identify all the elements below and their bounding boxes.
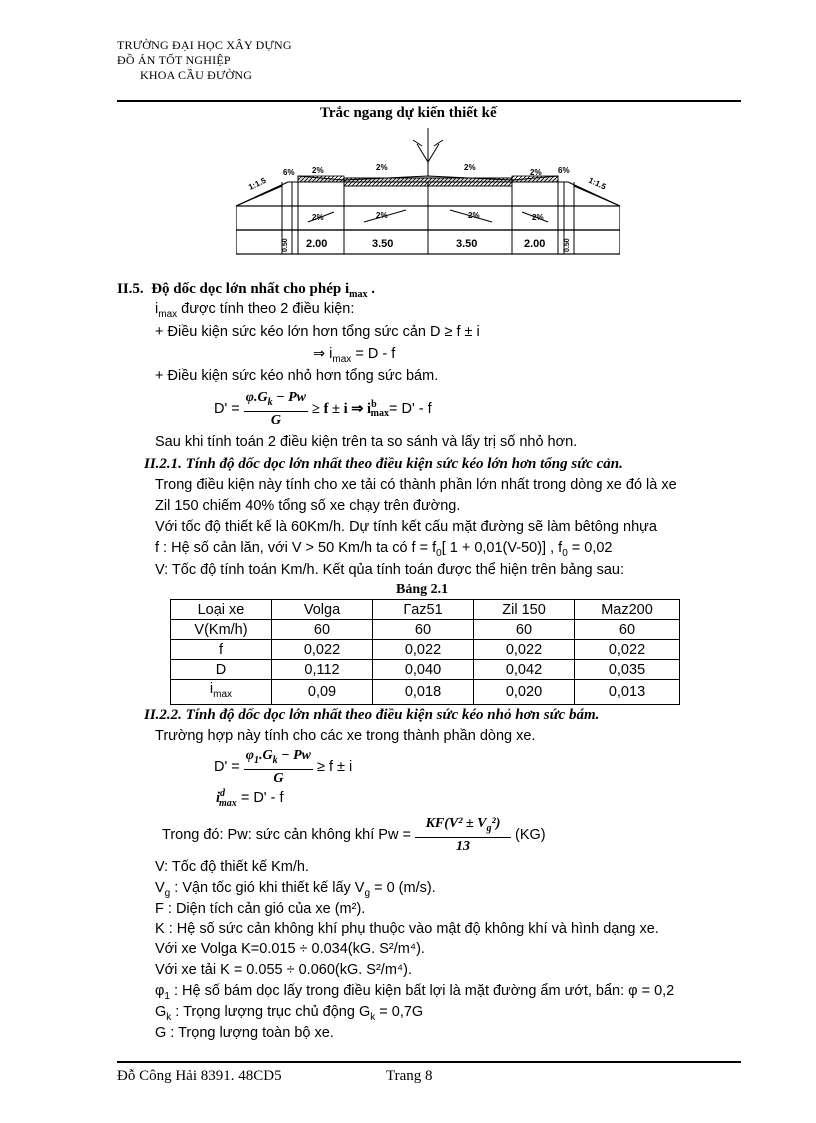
svg-text:6%: 6% (558, 166, 570, 175)
table-cell: 60 (474, 620, 575, 640)
ii22-v4: K : Hệ số sức cản không khí phụ thuộc vào mật độ không khí và hình dạng xe. (155, 921, 659, 937)
footer-rule (117, 1061, 741, 1063)
svg-text:2.00: 2.00 (524, 238, 546, 250)
ii22-v3: F : Diện tích cản gió của xe (m²). (155, 901, 366, 917)
svg-text:2%: 2% (464, 163, 476, 172)
formula-dprime-2: D' = $\frac{\varphi_1.G_k - Pw}{G}$ ≥ f ± i (214, 748, 353, 786)
svg-text:2.00: 2.00 (306, 238, 328, 250)
ii5-line2: + Điều kiện sức kéo lớn hơn tổng sức cản D ≥ f ± i (155, 324, 480, 340)
svg-text:3.50: 3.50 (372, 238, 394, 250)
table-caption: Bảng 2.1 (396, 582, 449, 597)
svg-text:2%: 2% (376, 163, 388, 172)
table-cell: 0,112 (272, 660, 373, 680)
ii22-v1: V: Tốc độ thiết kế Km/h. (155, 859, 309, 875)
ii5-line3: ⇒ $i_{max} = D - f$ (313, 346, 396, 365)
table-cell: $i_{max}$ (171, 680, 272, 705)
header-school: TRƯỜNG ĐẠI HỌC XÂY DỰNG (117, 38, 292, 52)
svg-text:2%: 2% (468, 211, 480, 220)
table-row (171, 640, 680, 660)
ii5-line1: $i_{max}$ được tính theo 2 điều kiện: (155, 301, 355, 320)
svg-text:1:1.5: 1:1.5 (247, 175, 268, 192)
ii22-v2: $V_g$ : Vận tốc gió khi thiết kế lấy $V_g = 0$ (m/s). (155, 880, 436, 899)
footer-author: Đỗ Công Hải 8391. 48CD5 (117, 1068, 282, 1084)
table-header-cell: Zil 150 (474, 600, 575, 620)
ii21-p4: f : Hệ số cản lăn, với V > 50 Km/h ta có $f = f_0$[ 1 + 0,01(V-50)] , $f_0 = 0,02$ (155, 540, 613, 559)
table-cell: 0,035 (575, 660, 680, 680)
formula-pw: Trong đó: Pw: sức cản không khí Pw = $\frac{KF(V^2 \pm V_g^2)}{13}$ (KG) (162, 816, 546, 854)
svg-text:0.50: 0.50 (282, 238, 289, 252)
ii22-p1: Trường hợp này tính cho các xe trong thành phần dòng xe. (155, 728, 536, 744)
table-row (171, 620, 680, 640)
table-header-row (171, 600, 680, 620)
ii22-v9: G : Trọng lượng toàn bộ xe. (155, 1025, 334, 1041)
header-rule (117, 100, 741, 102)
table-cell: 0,013 (575, 680, 680, 705)
table-cell: 60 (373, 620, 474, 640)
table-cell: V(Km/h) (171, 620, 272, 640)
svg-text:2%: 2% (530, 168, 542, 177)
table-header-cell: Гaz51 (373, 600, 474, 620)
table-cell: 0,020 (474, 680, 575, 705)
ii5-line5: Sau khi tính toán 2 điều kiện trên ta so sánh và lấy trị số nhỏ hơn. (155, 434, 578, 450)
svg-text:3.50: 3.50 (456, 238, 478, 250)
formula-imax-d: $i^d_{max} = D' - f$ (216, 788, 284, 809)
svg-text:2%: 2% (312, 213, 324, 222)
section-ii22-heading: II.2.2. Tính độ dốc dọc lớn nhất theo điều kiện sức kéo nhỏ hơn sức bám. (144, 707, 600, 723)
table-cell: 0,040 (373, 660, 474, 680)
table-header-cell: Loại xe (171, 600, 272, 620)
cross-section-drawing (236, 126, 620, 256)
ii21-p1: Trong điều kiện này tính cho xe tải có thành phần lớn nhất trong dòng xe đó là xe (155, 477, 677, 493)
svg-text:2%: 2% (376, 211, 388, 220)
svg-text:0.50: 0.50 (564, 238, 571, 252)
header-faculty: KHOA CẦU ĐƯỜNG (140, 68, 253, 82)
table-header-cell: Maz200 (575, 600, 680, 620)
ii22-v7: $\varphi_1$ : Hệ số bám dọc lấy trong điều kiện bất lợi là mặt đường ẩm ướt, bẩn: φ = 0,2 (155, 983, 675, 1002)
table-header-cell: Volga (272, 600, 373, 620)
svg-text:6%: 6% (283, 168, 295, 177)
table-cell: 0,022 (474, 640, 575, 660)
footer-page: Trang 8 (386, 1068, 433, 1084)
ii21-p3: Với tốc độ thiết kế là 60Km/h. Dự tính kết cấu mặt đường sẽ làm bêtông nhựa (155, 519, 657, 535)
table-row (171, 680, 680, 705)
table-cell: 0,09 (272, 680, 373, 705)
svg-text:2%: 2% (532, 213, 544, 222)
table-cell: 60 (575, 620, 680, 640)
formula-dprime-1: D' = $\frac{\varphi.G_k - Pw}{G}$ ≥ f ± i ⇒ $i^b_{max}$ = D' - f (214, 390, 432, 428)
ii22-v6: Với xe tải K = 0.055 ÷ 0.060(kG. S²/m⁴). (155, 962, 413, 978)
header-project: ĐỒ ÁN TỐT NGHIỆP (117, 53, 231, 67)
ii21-p2: Zil 150 chiếm 40% tổng số xe chạy trên đường. (155, 498, 461, 514)
table-cell: 0,022 (373, 640, 474, 660)
cross-section-title: Trắc ngang dự kiến thiết kế (320, 105, 497, 121)
table-row (171, 660, 680, 680)
ii22-v5: Với xe Volga K=0.015 ÷ 0.034(kG. S²/m⁴). (155, 941, 425, 957)
svg-text:2%: 2% (312, 166, 324, 175)
table-cell: 0,022 (575, 640, 680, 660)
section-ii21-heading: II.2.1. Tính độ dốc dọc lớn nhất theo điều kiện sức kéo lớn hơn tổng sức cản. (144, 456, 623, 472)
table-cell: 0,018 (373, 680, 474, 705)
svg-text:1:1.5: 1:1.5 (587, 175, 608, 192)
table-2-1 (170, 599, 680, 705)
table-cell: 0,022 (272, 640, 373, 660)
table-cell: f (171, 640, 272, 660)
ii22-v8: $G_k$ : Trọng lượng trục chủ động $G_k = 0,7G$ (155, 1004, 424, 1023)
ii5-line4: + Điều kiện sức kéo nhỏ hơn tổng sức bám. (155, 368, 439, 384)
table-cell: D (171, 660, 272, 680)
table-cell: 60 (272, 620, 373, 640)
section-ii5-heading: II.5. Độ dốc dọc lớn nhất cho phép $i_{max}$ . (117, 281, 375, 300)
table-cell: 0,042 (474, 660, 575, 680)
ii21-p5: V: Tốc độ tính toán Km/h. Kết qủa tính toán được thể hiện trên bảng sau: (155, 562, 625, 578)
